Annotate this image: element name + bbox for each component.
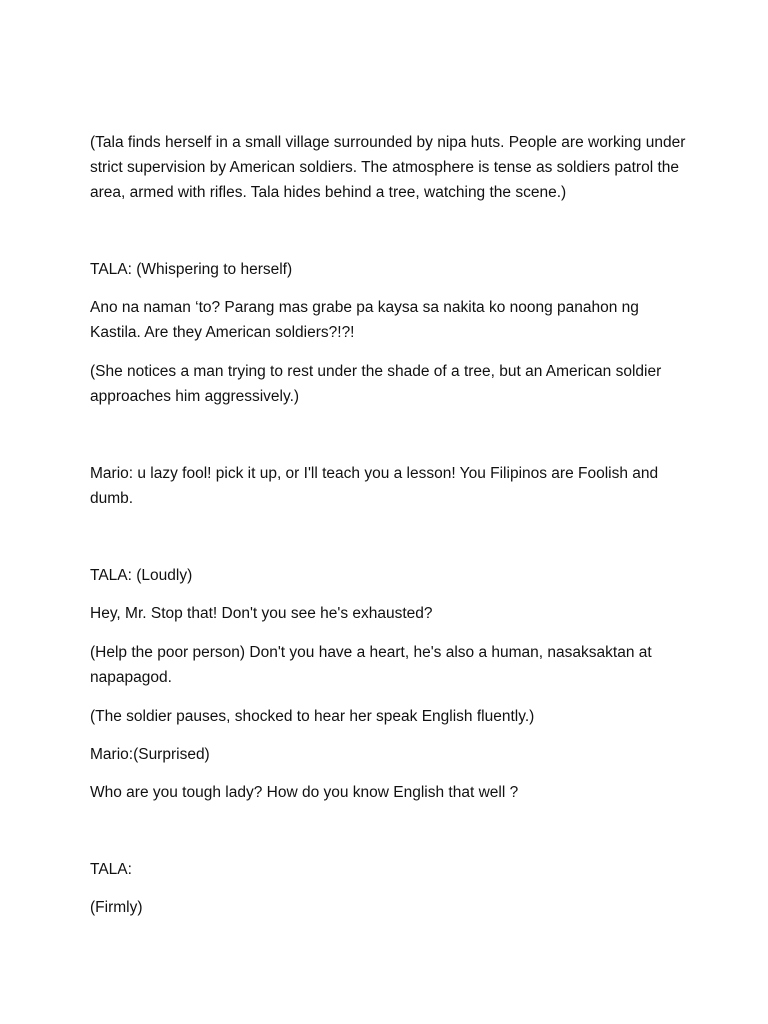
dialogue-speaker-line: Mario:(Surprised): [90, 746, 210, 763]
stage-direction-paragraph: (She notices a man trying to rest under the shade of a tree, but an American soldier approaches him aggressively.): [90, 363, 662, 405]
stage-direction-paragraph: (Tala finds herself in a small village surrounded by nipa huts. People are working under strict supervision by American soldiers. The atmosphere is tense as soldiers patrol the area, armed with rifles. Tala hides behind a tree, watching the scene.): [90, 134, 686, 201]
dialogue-paragraph: Who are you tough lady? How do you know English that well ?: [90, 784, 519, 801]
dialogue-paragraph: Mario: u lazy fool! pick it up, or I'll teach you a lesson! You Filipinos are Foolish and dumb.: [90, 465, 659, 507]
dialogue-paragraph: Hey, Mr. Stop that! Don't you see he's exhausted?: [90, 605, 433, 622]
dialogue-paragraph: (Help the poor person) Don't you have a heart, he's also a human, nasaksaktan at napapagod.: [90, 644, 652, 686]
stage-direction-paragraph: (Firmly): [90, 899, 143, 916]
dialogue-speaker-line: TALA: (Whispering to herself): [90, 261, 293, 278]
dialogue-speaker-line: TALA:: [90, 861, 132, 878]
stage-direction-paragraph: (The soldier pauses, shocked to hear her speak English fluently.): [90, 708, 535, 725]
dialogue-speaker-line: TALA: (Loudly): [90, 567, 193, 584]
dialogue-paragraph: Ano na naman ‘to? Parang mas grabe pa kaysa sa nakita ko noong panahon ng Kastila. Are they American soldiers?!?!: [90, 299, 639, 341]
